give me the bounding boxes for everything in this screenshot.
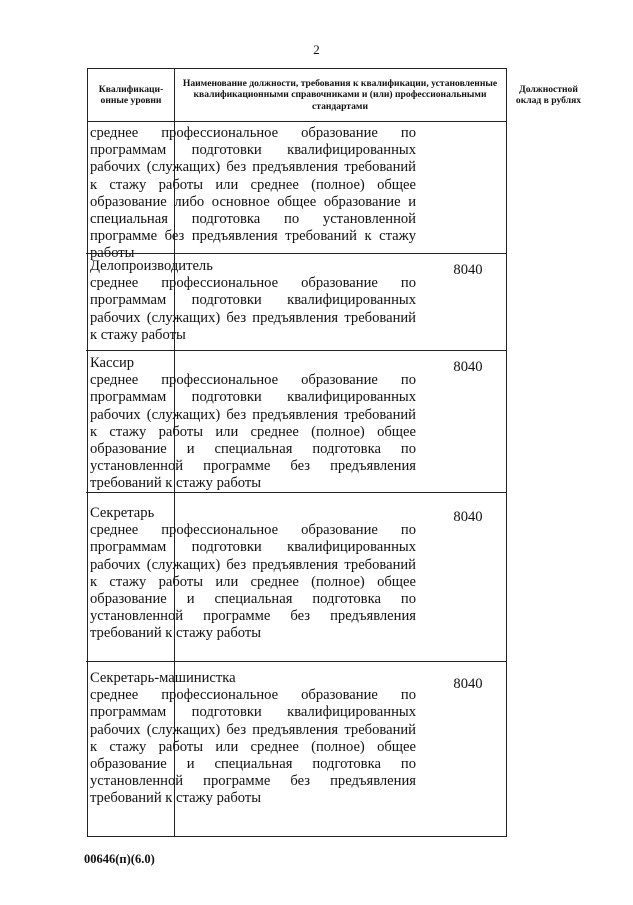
page-number: 2 xyxy=(313,42,320,57)
table-row xyxy=(86,492,506,662)
column-divider-2 xyxy=(506,69,507,836)
requirements-text: среднее профессиональное образование по программам подготовки квалифицированных рабочих (служащих) без предъявления требований к стажу работы xyxy=(90,275,416,343)
salary-value: 8040 xyxy=(453,359,483,375)
position-cell xyxy=(90,670,416,808)
table-row xyxy=(86,661,506,837)
table-header-row xyxy=(88,69,582,122)
table-row xyxy=(86,253,506,351)
document-code: 00646(п)(6.0) xyxy=(84,852,155,866)
salary-value: 8040 xyxy=(453,676,483,692)
requirements-text: среднее профессиональное образование по программам подготовки квалифицированных рабочих (служащих) без предъявления требований к стажу работы или среднее (полное) общее образование и специальная подготовка по установленной программе без предъявления требований к стажу работы xyxy=(90,522,416,642)
requirements-text: среднее профессиональное образование по программам подготовки квалифицированных рабочих (служащих) без предъявления требований к стажу работы или среднее (полное) общее образование и специальная подготовка по установленной программе без предъявления требований к стажу работы xyxy=(90,372,416,492)
table-row xyxy=(86,121,506,262)
salary-value: 8040 xyxy=(453,262,483,278)
header-qualification-levels: Квалификаци- онные уровни xyxy=(98,83,164,106)
position-title: Секретарь-машинистка xyxy=(90,670,236,686)
salary-value: 8040 xyxy=(453,509,483,525)
requirements-text: среднее профессиональное образование по программам подготовки квалифицированных рабочих (служащих) без предъявления требований к стажу работы или среднее (полное) общее образование и специальная подготовка по установленной программе без предъявления требований к стажу работы xyxy=(90,687,416,807)
position-title: Кассир xyxy=(90,355,135,371)
table-row xyxy=(86,350,506,493)
position-cell xyxy=(90,258,416,344)
requirements-text: среднее профессиональное образование по программам подготовки квалифицированных рабочих (служащих) без предъявления требований к стажу работы или среднее (полное) общее образование либо основное общее образование и специальная подготовка по установленной программе без предъявления требований к стажу работы xyxy=(90,125,416,262)
position-title: Секретарь xyxy=(90,505,155,521)
header-position-requirements: Наименование должности, требования к квалификации, установленные квалификационными справочниками и (или) профессиональными стандартами xyxy=(182,77,498,112)
position-cell xyxy=(90,505,416,643)
position-title: Делопроизводитель xyxy=(90,258,213,274)
header-salary: Должностной оклад в рублях xyxy=(515,83,582,106)
position-cell xyxy=(90,355,416,493)
